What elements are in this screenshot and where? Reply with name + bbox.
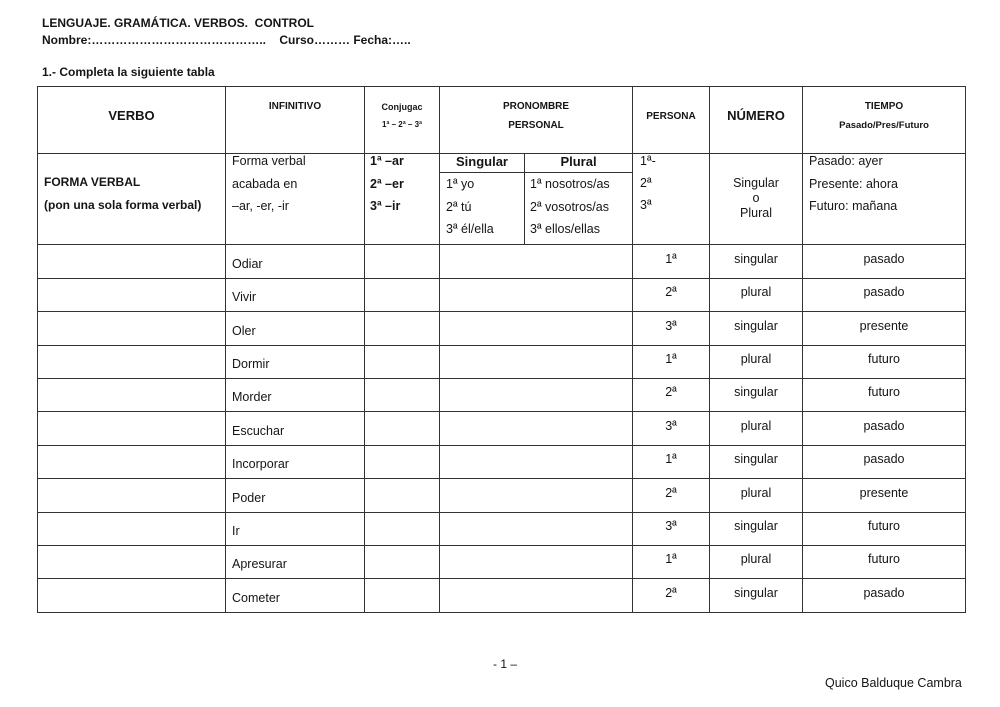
persona-value: 3ª	[665, 318, 677, 333]
heading-pronombre-label: PRONOMBRE	[502, 101, 570, 112]
conjugacion-answer-cell	[365, 446, 439, 478]
infinitivo-value: Odiar	[232, 256, 263, 271]
conjugacion-answer-cell	[365, 579, 439, 612]
tiempo-cell	[803, 546, 965, 578]
guide-numero-line: Plural	[740, 206, 772, 220]
persona-value: 2ª	[665, 285, 677, 299]
tiempo-cell	[803, 346, 965, 378]
persona-value: 1ª	[665, 352, 677, 366]
numero-cell	[710, 513, 802, 545]
instruction-text: 1.- Completa la siguiente tabla	[42, 65, 215, 79]
guide-infinitivo-line: Forma verbal	[232, 154, 306, 168]
persona-cell	[633, 446, 709, 478]
infinitivo-cell	[226, 513, 364, 545]
heading-tiempo-label: TIEMPO	[864, 101, 904, 112]
plural-pronoun: 2ª vosotros/as	[530, 199, 609, 214]
tiempo-value: futuro	[868, 385, 900, 399]
singular-pronoun: 3ª él/ella	[446, 222, 494, 236]
guide-conjugacion-line: 2ª –er	[370, 176, 404, 191]
guide-infinitivo-line: –ar, -er, -ir	[232, 199, 289, 213]
plural-heading: Plural	[525, 154, 632, 173]
pronombre-answer-cell	[440, 446, 632, 478]
numero-cell	[710, 379, 802, 411]
tiempo-cell	[803, 446, 965, 478]
persona-value: 1ª	[665, 251, 677, 266]
pronombre-answer-cell	[440, 579, 632, 612]
infinitivo-cell	[226, 279, 364, 311]
guide-conjugacion	[365, 154, 439, 244]
tiempo-cell	[803, 513, 965, 545]
numero-value: plural	[740, 418, 772, 433]
author-name: Quico Balduque Cambra	[825, 676, 962, 690]
verbo-answer-cell	[38, 245, 225, 278]
tiempo-value: futuro	[868, 552, 900, 566]
numero-value: singular	[734, 385, 778, 399]
conjugacion-answer-cell	[365, 379, 439, 411]
verbo-answer-cell	[38, 546, 225, 578]
persona-cell	[633, 379, 709, 411]
guide-verbo-line: (pon una sola forma verbal)	[44, 198, 202, 212]
infinitivo-value: Escuchar	[232, 423, 285, 438]
conjugacion-answer-cell	[365, 279, 439, 311]
pronombre-answer-cell	[440, 346, 632, 378]
guide-conjugacion-line: 1ª –ar	[370, 154, 404, 168]
persona-cell	[633, 479, 709, 512]
guide-numero-line: Singular	[733, 176, 779, 190]
persona-cell	[633, 279, 709, 311]
persona-value: 2ª	[665, 385, 677, 399]
numero-value: singular	[734, 452, 778, 466]
guide-conjugacion-line: 3ª –ir	[370, 199, 401, 213]
numero-value: singular	[734, 519, 778, 533]
persona-value: 1ª	[665, 552, 677, 566]
numero-value: plural	[740, 352, 772, 366]
persona-cell	[633, 513, 709, 545]
infinitivo-value: Vivir	[232, 290, 257, 304]
guide-infinitivo	[226, 154, 364, 244]
conjugacion-answer-cell	[365, 479, 439, 512]
verbo-answer-cell	[38, 279, 225, 311]
verbo-answer-cell	[38, 412, 225, 445]
numero-value: plural	[740, 285, 772, 299]
tiempo-value: pasado	[863, 585, 905, 600]
infinitivo-value: Oler	[232, 323, 256, 338]
guide-numero-line: o	[752, 191, 760, 205]
heading-conjugacion	[365, 87, 439, 153]
infinitivo-value: Cometer	[232, 590, 280, 605]
plural-pronoun: 1ª nosotros/as	[530, 177, 610, 191]
tiempo-cell	[803, 279, 965, 311]
infinitivo-cell	[226, 546, 364, 578]
numero-cell	[710, 579, 802, 612]
numero-cell	[710, 279, 802, 311]
verbo-answer-cell	[38, 479, 225, 512]
persona-value: 2ª	[665, 485, 677, 500]
guide-persona-line: 2ª	[640, 176, 652, 190]
tiempo-value: futuro	[868, 519, 900, 533]
guide-tiempo-line: Pasado: ayer	[809, 154, 883, 168]
tiempo-value: presente	[859, 318, 909, 333]
verb-table	[37, 86, 966, 613]
persona-cell	[633, 579, 709, 612]
persona-cell	[633, 346, 709, 378]
worksheet-title: LENGUAJE. GRAMÁTICA. VERBOS. CONTROL	[42, 16, 315, 30]
heading-infinitivo	[226, 87, 364, 153]
guide-verbo-line: FORMA VERBAL	[44, 175, 141, 189]
guide-numero	[710, 154, 802, 244]
heading-pronombre-sub: PERSONAL	[508, 120, 564, 131]
singular-pronoun: 1ª yo	[446, 177, 475, 191]
infinitivo-cell	[226, 412, 364, 445]
numero-cell	[710, 546, 802, 578]
pronombre-answer-cell	[440, 513, 632, 545]
verbo-answer-cell	[38, 346, 225, 378]
guide-verbo	[38, 154, 225, 244]
numero-value: singular	[734, 585, 778, 600]
infinitivo-cell	[226, 312, 364, 345]
guide-tiempo-line: Futuro: mañana	[809, 199, 898, 213]
conjugacion-answer-cell	[365, 546, 439, 578]
conjugacion-answer-cell	[365, 412, 439, 445]
infinitivo-cell	[226, 446, 364, 478]
persona-cell	[633, 412, 709, 445]
tiempo-value: futuro	[868, 352, 900, 366]
infinitivo-cell	[226, 579, 364, 612]
heading-verbo-label: VERBO	[108, 108, 155, 123]
infinitivo-cell	[226, 245, 364, 278]
tiempo-cell	[803, 379, 965, 411]
infinitivo-value: Apresurar	[232, 557, 287, 571]
conjugacion-answer-cell	[365, 245, 439, 278]
singular-heading: Singular	[440, 154, 524, 173]
verbo-answer-cell	[38, 446, 225, 478]
pronombre-answer-cell	[440, 479, 632, 512]
infinitivo-value: Morder	[232, 390, 272, 404]
persona-value: 3ª	[665, 418, 677, 433]
verbo-answer-cell	[38, 513, 225, 545]
guide-pronombre-singular	[440, 154, 524, 244]
tiempo-cell	[803, 245, 965, 278]
page-number: - 1 –	[493, 657, 518, 671]
infinitivo-value: Ir	[232, 524, 240, 538]
guide-persona-line: 3ª	[640, 198, 652, 212]
numero-value: plural	[740, 485, 772, 500]
guide-tiempo-line: Presente: ahora	[809, 176, 898, 191]
pronombre-answer-cell	[440, 245, 632, 278]
heading-pronombre	[440, 87, 632, 153]
persona-value: 3ª	[665, 519, 677, 533]
conjugacion-answer-cell	[365, 312, 439, 345]
student-info-line: Nombre:…………………………………….. Curso……… Fecha:…..	[42, 33, 411, 47]
numero-value: singular	[734, 251, 778, 266]
heading-numero	[710, 87, 802, 153]
heading-tiempo-sub: Pasado/Pres/Futuro	[839, 120, 929, 131]
numero-value: plural	[740, 552, 772, 566]
guide-infinitivo-line: acabada en	[232, 176, 298, 191]
tiempo-value: presente	[859, 485, 909, 500]
infinitivo-cell	[226, 379, 364, 411]
singular-pronoun: 2ª tú	[446, 199, 472, 214]
conjugacion-answer-cell	[365, 346, 439, 378]
tiempo-cell	[803, 412, 965, 445]
persona-cell	[633, 312, 709, 345]
verbo-answer-cell	[38, 312, 225, 345]
infinitivo-value: Poder	[232, 490, 266, 505]
tiempo-cell	[803, 579, 965, 612]
persona-value: 1ª	[665, 452, 677, 466]
heading-persona	[633, 87, 709, 153]
heading-verbo	[38, 87, 225, 153]
verbo-answer-cell	[38, 579, 225, 612]
numero-cell	[710, 446, 802, 478]
heading-conjugacion-label: Conjugac	[381, 102, 423, 112]
tiempo-value: pasado	[863, 285, 905, 299]
persona-cell	[633, 546, 709, 578]
persona-value: 2ª	[665, 585, 677, 600]
numero-cell	[710, 245, 802, 278]
guide-tiempo	[803, 154, 965, 244]
tiempo-value: pasado	[863, 251, 905, 266]
pronombre-answer-cell	[440, 379, 632, 411]
pronombre-answer-cell	[440, 546, 632, 578]
guide-persona-line: 1ª-	[640, 154, 656, 168]
tiempo-value: pasado	[863, 418, 905, 433]
numero-cell	[710, 412, 802, 445]
infinitivo-value: Incorporar	[232, 457, 289, 471]
conjugacion-answer-cell	[365, 513, 439, 545]
plural-pronoun: 3ª ellos/ellas	[530, 222, 600, 236]
tiempo-value: pasado	[863, 452, 905, 466]
tiempo-cell	[803, 312, 965, 345]
numero-cell	[710, 479, 802, 512]
heading-tiempo	[803, 87, 965, 153]
pronombre-answer-cell	[440, 279, 632, 311]
heading-persona-label: PERSONA	[646, 111, 696, 122]
numero-cell	[710, 346, 802, 378]
guide-persona	[633, 154, 709, 244]
pronombre-answer-cell	[440, 412, 632, 445]
infinitivo-cell	[226, 346, 364, 378]
numero-value: singular	[734, 318, 778, 333]
tiempo-cell	[803, 479, 965, 512]
infinitivo-cell	[226, 479, 364, 512]
pronombre-answer-cell	[440, 312, 632, 345]
verbo-answer-cell	[38, 379, 225, 411]
numero-cell	[710, 312, 802, 345]
guide-pronombre-plural	[525, 154, 632, 244]
persona-cell	[633, 245, 709, 278]
infinitivo-value: Dormir	[232, 357, 270, 371]
heading-infinitivo-label: INFINITIVO	[268, 101, 322, 112]
heading-conjugacion-sub: 1ª – 2ª – 3ª	[381, 120, 423, 129]
heading-numero-label: NÚMERO	[727, 108, 785, 123]
